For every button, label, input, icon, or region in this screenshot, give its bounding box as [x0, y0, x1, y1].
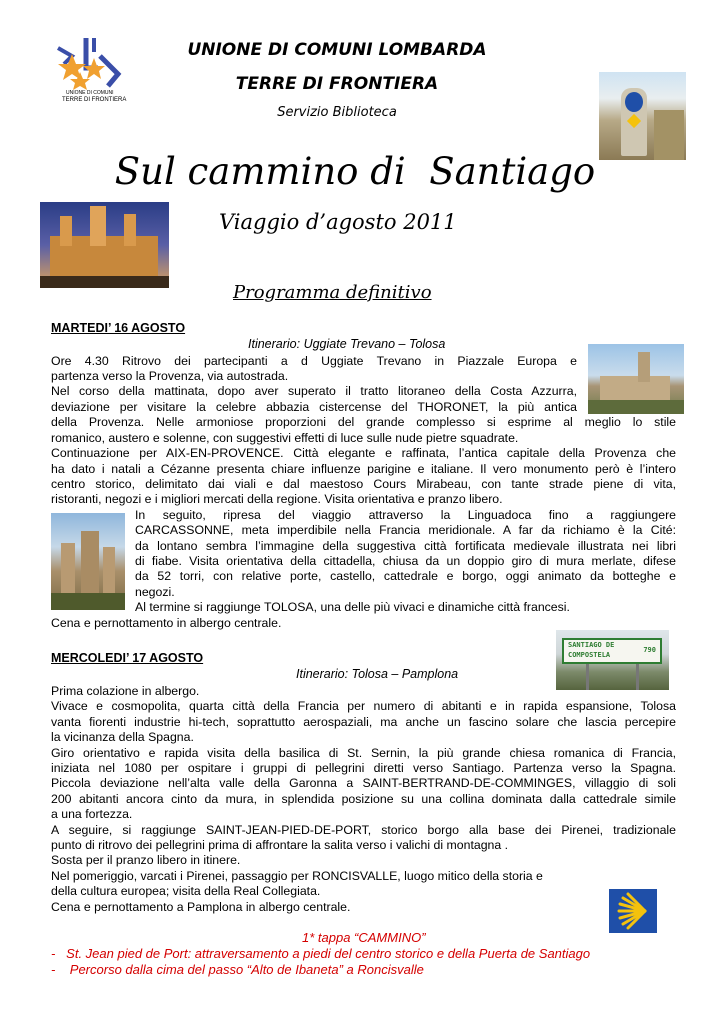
- day2-line: Vivace e cosmopolita, quarta città della Francia per numero di abitanti e in rapida espansione, Tolosa: [51, 699, 676, 713]
- day2-line: la vicinanza della Spagna.: [51, 730, 194, 744]
- day2-line: Prima colazione in albergo.: [51, 684, 200, 698]
- day1-line: deviazione per visitare la celebre abbazia cistercense del THORONET, la più antica: [51, 400, 577, 414]
- day2-line: Nel pomeriggio, varcati i Pirenei, passaggio per RONCISVALLE, luogo mitico della storia e: [51, 869, 543, 883]
- day1-line: Continuazione per AIX-EN-PROVENCE. Città elegante e raffinata, l’antica capitale della Provenza che: [51, 446, 676, 460]
- cathedral-photo: [40, 202, 169, 288]
- tappa-bullet: - St. Jean pied de Port: attraversamento a piedi del centro storico e della Puerta de Santiago: [51, 946, 591, 961]
- program-heading: Programma definitivo: [233, 282, 432, 303]
- day1-line: negozi.: [135, 585, 175, 599]
- day1-line: ristoranti, negozi e i migliori mercati della regione. Visita orientativa e pranzo libero.: [51, 492, 503, 506]
- trip-subtitle: Viaggio d’agosto 2011: [219, 210, 457, 234]
- day1-line: Ore 4.30 Ritrovo dei partecipanti a d Uggiate Trevano in Piazzale Europa e: [51, 354, 577, 368]
- day2-line: Sosta per il pranzo libero in itinere.: [51, 853, 241, 867]
- day2-line: iniziata nel 1080 per ospitare i gruppi di pellegrini diretti verso Santiago. Partenza verso la Spagna.: [51, 761, 676, 775]
- day1-line: ha dato i natali a Cézanne presenta chiare influenze parigine e italiane. Il vero monumento però è l’intero: [51, 462, 676, 476]
- day2-line: Piccola deviazione nell’alta valle della Garonna a SAINT-BERTRAND-DE-COMMINGES, villaggio di soli: [51, 776, 676, 790]
- abbey-photo: [588, 344, 684, 414]
- day1-line: Al termine si raggiunge TOLOSA, una delle più vivaci e dinamiche città francesi.: [135, 600, 570, 614]
- tappa-bullet: - Percorso dalla cima del passo “Alto de Ibaneta” a Roncisvalle: [51, 962, 424, 977]
- camino-marker-photo: [599, 72, 686, 160]
- service-name: Servizio Biblioteca: [277, 105, 397, 120]
- logo-text-line1: UNIONE DI COMUNI: [66, 90, 114, 96]
- day1-line: partenza verso la Provenza, via autostrada.: [51, 369, 289, 383]
- document-title: Sul cammino di Santiago: [114, 150, 596, 193]
- day1-line: Nel corso della mattinata, dopo aver superato il tratto litoraneo della Costa Azzurra,: [51, 384, 577, 398]
- day1-line: da lontano sembra l’immagine della suggestiva città fortificata medievale illustrata nei libri: [135, 539, 676, 553]
- day2-line: Cena e pernottamento a Pamplona in albergo centrale.: [51, 900, 351, 914]
- day1-line: da 52 torri, con relative porte, castello, cattedrale e borgo, oggi animato da botteghe e: [135, 569, 676, 583]
- sign-line1: SANTIAGO DE: [568, 641, 615, 649]
- santiago-sign-photo: [556, 630, 669, 690]
- day2-line: A seguire, si raggiunge SAINT-JEAN-PIED-DE-PORT, storico borgo alla base dei Pirenei, tradizionale: [51, 823, 676, 837]
- day1-line: della Provenza. Nelle armoniose proporzioni del grande complesso si esprime al meglio lo stile: [51, 415, 676, 429]
- day2-line: punto di ritrovo dei pellegrini prima di affrontare la salita verso i valichi di montagna .: [51, 838, 509, 852]
- scallop-shell-icon: [609, 889, 657, 933]
- sign-km: 790: [643, 646, 656, 654]
- day2-heading: MERCOLEDI’ 17 AGOSTO: [51, 651, 204, 665]
- day2-line: 200 abitanti ancora cinto da mura, in splendida posizione su una collina dominata dalla cattedrale simile: [51, 792, 676, 806]
- day1-heading: MARTEDI’ 16 AGOSTO: [51, 321, 186, 335]
- logo-stars-icon: [50, 34, 128, 92]
- day2-line: vanta fiorenti industrie hi-tech, soprattutto aerospaziali, ma anche un fascino solare che lascia percepire: [51, 715, 676, 729]
- org-name-line2: TERRE DI FRONTIERA: [235, 74, 439, 94]
- carcassonne-photo: [51, 513, 125, 610]
- logo-text-line2: TERRE DI FRONTIERA: [62, 97, 127, 103]
- day1-line: di fiabe. Visita orientativa della cittadella, chiusa da un doppio giro di mura merlate, difese: [135, 554, 676, 568]
- day1-itinerary: Itinerario: Uggiate Trevano – Tolosa: [248, 337, 446, 351]
- organization-logo: [50, 34, 128, 110]
- day2-itinerary: Itinerario: Tolosa – Pamplona: [296, 667, 459, 681]
- day2-line: Giro orientativo e rapida visita della basilica di St. Sernin, la più grande chiesa romanica di Francia,: [51, 746, 676, 760]
- day2-line: a una fortezza.: [51, 807, 133, 821]
- day1-line: CARCASSONNE, meta imperdibile nella Francia meridionale. A far da richiamo è la Cité:: [135, 523, 676, 537]
- day1-line: Cena e pernottamento in albergo centrale.: [51, 616, 282, 630]
- day1-line: romanico, austero e solenne, con suggestivi effetti di luce sulle nude pietre squadrate.: [51, 431, 519, 445]
- day1-line: In seguito, ripresa del viaggio attraverso la Linguadoca fino a raggiungere: [135, 508, 676, 522]
- day1-line: centro storico, delimitato dai viali e dal maestoso Cours Mirabeau, con tante strade piene di vita,: [51, 477, 676, 491]
- sign-line2: COMPOSTELA: [568, 651, 611, 659]
- org-name-line1: UNIONE DI COMUNI LOMBARDA: [187, 40, 487, 60]
- tappa-heading: 1* tappa “CAMMINO”: [302, 930, 426, 945]
- day2-line: della cultura europea; visita della Real Collegiata.: [51, 884, 321, 898]
